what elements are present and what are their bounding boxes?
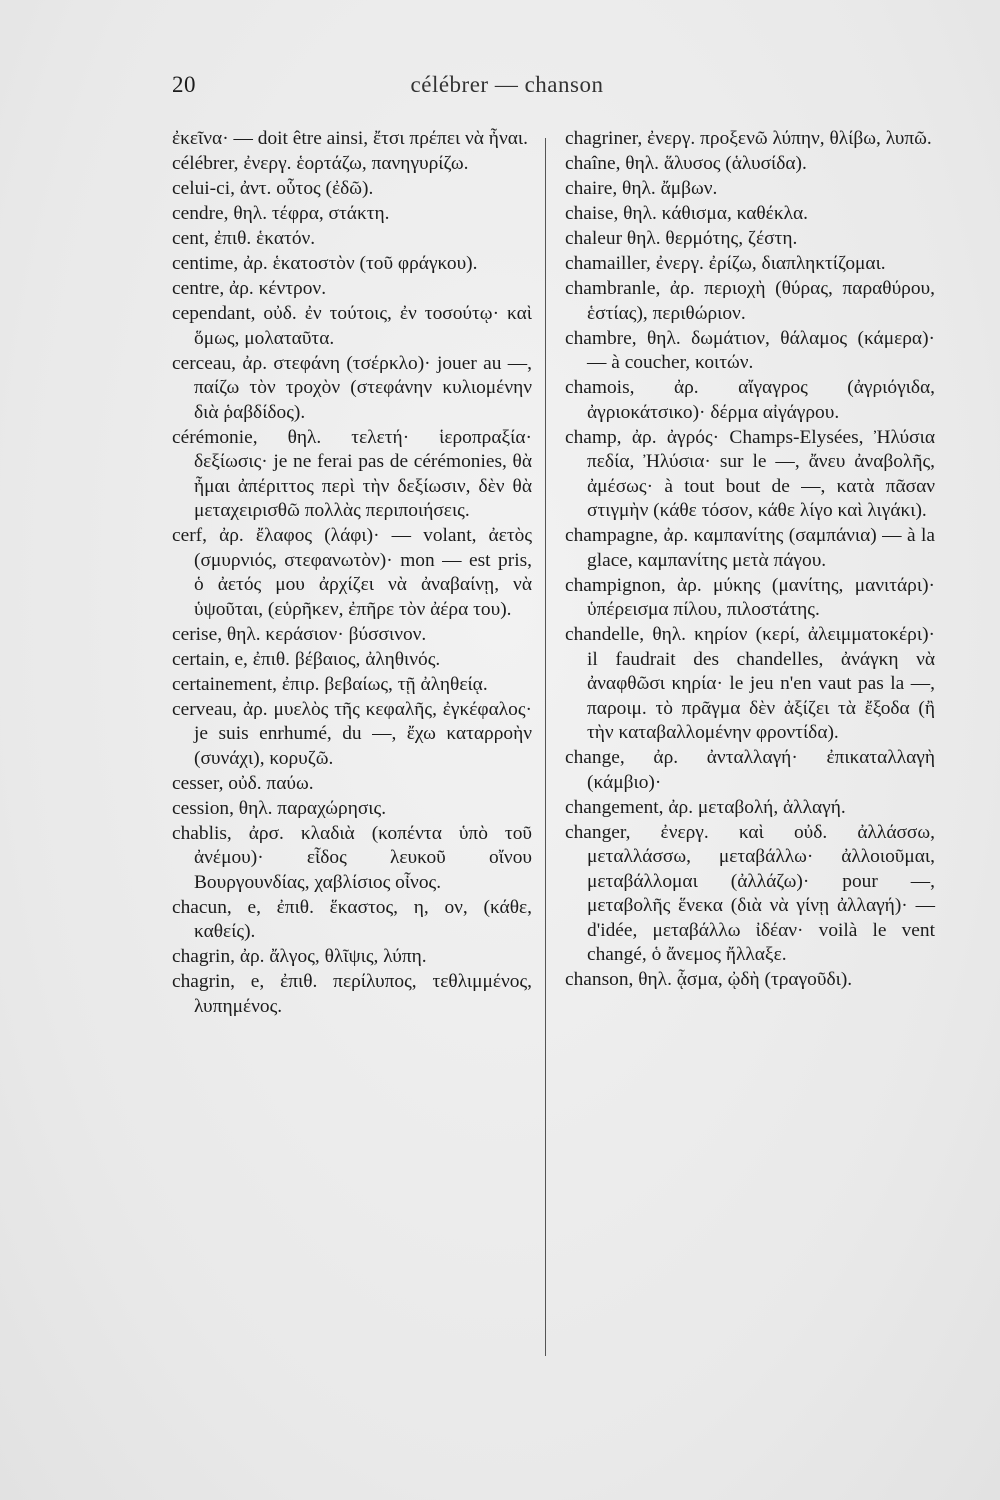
dictionary-entry: cependant, οὐδ. ἐν τούτοις, ἐν τοσούτῳ· καὶ ὅμως, μολαταῦτα. (172, 303, 532, 349)
dictionary-entry: centime, ἀρ. ἑκατοστὸν (τοῦ φράγκου). (172, 253, 478, 274)
dictionary-entry: chaleur θηλ. θερμότης, ζέστη. (565, 228, 798, 249)
dictionary-entry: cerveau, ἀρ. μυελὸς τῆς κεφαλῆς, ἐγκέφαλος· je suis enrhumé, du —, ἔχω καταρροὴν (συνάχι), κορυζῶ. (172, 698, 532, 769)
dictionary-entry: chaîne, θηλ. ἅλυσος (ἁλυσίδα). (565, 153, 807, 174)
dictionary-entry: chagrin, ἀρ. ἄλγος, θλῖψις, λύπη. (172, 946, 427, 967)
page-header (172, 70, 842, 104)
dictionary-entry: changement, ἀρ. μεταβολή, ἀλλαγή. (565, 796, 846, 818)
dictionary-entry: cesser, οὐδ. παύω. (172, 772, 314, 794)
dictionary-entry: cérémonie, θηλ. τελετή· ἱεροπραξία· δεξίωσις· je ne ferai pas de cérémonies, θὰ ἦμαι ἀπέριττος περὶ τὴν δεξίωσιν, δὲν θὰ μεταχειρισθῶ πολλὰς περιποιήσεις. (172, 426, 532, 521)
dictionary-entry: chamois, ἀρ. αἴγαγρος (ἀγριόγιδα, ἀγριοκάτσικο)· δέρμα αἰγάγρου. (565, 377, 935, 423)
dictionary-entry: chambre, θηλ. δωμάτιον, θάλαμος (κάμερα)· — à coucher, κοιτών. (565, 327, 935, 373)
dictionary-entry: celui-ci, ἀντ. οὗτος (ἐδῶ). (172, 178, 374, 199)
dictionary-entry: changer, ἐνεργ. καὶ οὐδ. ἀλλάσσω, μεταλλάσσω, μεταβάλλω· ἀλλοιοῦμαι, μεταβάλλομαι (ἀλλάζω)· pour —, μεταβολῆς ἕνεκα (διὰ νὰ γίνῃ ἀλλαγή)· — d'idée, μεταβάλλω ἰδέαν· voilà le vent changé, ὁ ἄνεμος ἤλλαξε. (565, 821, 935, 965)
dictionary-entry: chagrin, e, ἐπιθ. περίλυπος, τεθλιμμένος, λυπημένος. (172, 971, 532, 1017)
dictionary-entry: certain, e, ἐπιθ. βέβαιος, ἀληθινός. (172, 648, 441, 670)
dictionary-entry: cent, ἐπιθ. ἑκατόν. (172, 228, 316, 249)
column-divider (545, 138, 546, 1356)
dictionary-entry: centre, ἀρ. κέντρον. (172, 278, 327, 299)
dictionary-entry: cerceau, ἀρ. στεφάνη (τσέρκλο)· jouer au —, παίζω τὸν τροχὸν (στεφάνην κυλιομένην διὰ ῥαβδίδος). (172, 352, 532, 423)
dictionary-entry: champignon, ἀρ. μύκης (μανίτης, μανιτάρι)· ὑπέρεισμα πίλου, πιλοστάτης. (565, 574, 935, 620)
dictionary-entry: chacun, e, ἐπιθ. ἕκαστος, η, ον, (κάθε, καθείς). (172, 896, 532, 942)
dictionary-entry: certainement, ἐπιρ. βεβαίως, τῇ ἀληθείᾳ. (172, 673, 488, 695)
running-head: célébrer — chanson (410, 72, 604, 97)
dictionary-entry: chanson, θηλ. ᾆσμα, ᾠδὴ (τραγοῦδι). (565, 969, 853, 990)
dictionary-entry: chandelle, θηλ. κηρίον (κερί, ἀλειμματοκέρι)· il faudrait des chandelles, ἀνάγκη νὰ ἀναφθῶσι κηρία· le jeu n'en vaut pas la —, παροιμ. τὸ πρᾶγμα δὲν ἀξίζει τὰ ἔξοδα (ἢ τὴν καταβαλλομένην φροντίδα). (565, 624, 935, 743)
dictionary-entry: change, ἀρ. ἀνταλλαγή· ἐπικαταλλαγὴ (κάμβιο)· (565, 747, 935, 793)
dictionary-entry: champ, ἀρ. ἀγρός· Champs-Elysées, Ἠλύσια πεδία, Ἠλύσια· sur le —, ἄνευ ἀναβολῆς, ἀμέσως· à tout bout de —, κατὰ πᾶσαν στιγμὴν (κάθε τόσον, κάθε λίγο καὶ λιγάκι). (565, 426, 935, 521)
dictionary-entry: cession, θηλ. παραχώρησις. (172, 797, 387, 819)
dictionary-entry: cerise, θηλ. κεράσιον· βύσσινον. (172, 623, 427, 645)
dictionary-entry: chagriner, ἐνεργ. προξενῶ λύπην, θλίβω, λυπῶ. (565, 128, 932, 149)
dictionary-entry: cendre, θηλ. τέφρα, στάκτη. (172, 203, 390, 224)
right-column (565, 127, 935, 993)
dictionary-entry: chamailler, ἐνεργ. ἐρίζω, διαπληκτίζομαι. (565, 253, 886, 274)
dictionary-entry: chablis, ἀρσ. κλαδιὰ (κοπέντα ὑπὸ τοῦ ἀνέμου)· εἶδος λευκοῦ οἴνου Βουργουνδίας, χαβλίσιος οἶνος. (172, 822, 532, 893)
page-number: 20 (172, 72, 196, 97)
dictionary-entry: célébrer, ἐνεργ. ἑορτάζω, πανηγυρίζω. (172, 153, 469, 174)
dictionary-entry: champagne, ἀρ. καμπανίτης (σαμπάνια) — à la glace, καμπανίτης μετὰ πάγου. (565, 525, 935, 571)
dictionary-entry: ἐκεῖνα· — doit être ainsi, ἔτσι πρέπει νὰ ἦναι. (172, 128, 528, 149)
dictionary-entry: chaire, θηλ. ἄμβων. (565, 178, 718, 199)
dictionary-entry: chambranle, ἀρ. περιοχὴ (θύρας, παραθύρου, ἑστίας), περιθώριον. (565, 278, 935, 324)
left-column (172, 127, 532, 1020)
dictionary-entry: cerf, ἀρ. ἔλαφος (λάφι)· — volant, ἀετὸς (σμυρνιός, στεφανωτὸν)· mon — est pris, ὁ ἀετός μου ἀρχίζει νὰ ἀναβαίνῃ, νὰ ὑψοῦται, (εὑρῆκεν, ἐπῆρε τὸν ἀέρα του). (172, 525, 532, 620)
dictionary-entry: chaise, θηλ. κάθισμα, καθέκλα. (565, 203, 809, 224)
